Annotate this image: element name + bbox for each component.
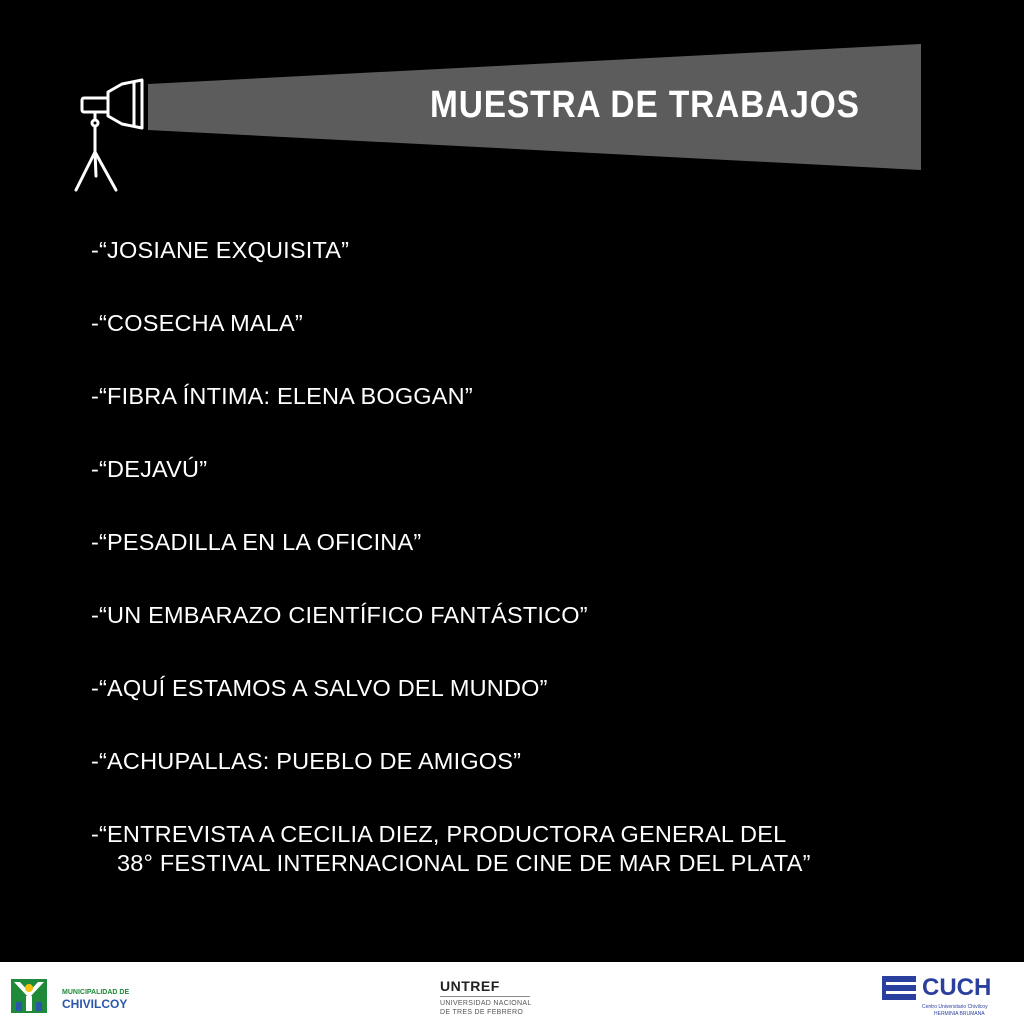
list-item: -“PESADILLA EN LA OFICINA” [91, 529, 422, 555]
works-list [91, 236, 811, 893]
cuch-logo [880, 974, 1020, 1020]
list-item: -“DEJAVÚ” [91, 456, 208, 482]
cuch-name: CUCH [922, 974, 992, 1001]
untref-divider [440, 996, 530, 997]
municipality-emblem-icon [10, 978, 50, 1014]
untref-name: UNTREF [440, 978, 500, 994]
list-item: -“AQUÍ ESTAMOS A SALVO DEL MUNDO” [91, 675, 548, 701]
cuch-emblem-icon [882, 976, 916, 1002]
list-item: -“JOSIANE EXQUISITA” [91, 237, 350, 263]
list-item: -“FIBRA ÍNTIMA: ELENA BOGGAN” [91, 383, 473, 409]
studio-light-icon [72, 76, 152, 194]
municipality-name: CHIVILCOY [62, 997, 128, 1011]
municipality-label: MUNICIPALIDAD DE [62, 989, 130, 996]
cuch-tagline: HERMINIA BRUMANA [934, 1011, 985, 1017]
municipality-logo [10, 978, 150, 1014]
list-item: -“UN EMBARAZO CIENTÍFICO FANTÁSTICO” [91, 602, 588, 628]
list-item-line-1: -“ENTREVISTA A CECILIA DIEZ, PRODUCTORA GENERAL DEL [91, 821, 787, 847]
list-item-last [91, 820, 811, 893]
untref-subtitle: UNIVERSIDAD NACIONAL DE TRES DE FEBRERO [440, 1000, 532, 1016]
cuch-subtitle: Centro Universitario Chivilcoy [922, 1004, 988, 1010]
list-item: -“COSECHA MALA” [91, 310, 303, 336]
list-item-line-2: 38° FESTIVAL INTERNACIONAL DE CINE DE MAR DEL PLATA” [117, 850, 811, 876]
page-title: MUESTRA DE TRABAJOS [430, 84, 860, 126]
untref-logo [440, 978, 550, 1020]
sponsor-footer [0, 962, 1024, 1024]
list-item: -“ACHUPALLAS: PUEBLO DE AMIGOS” [91, 748, 522, 774]
